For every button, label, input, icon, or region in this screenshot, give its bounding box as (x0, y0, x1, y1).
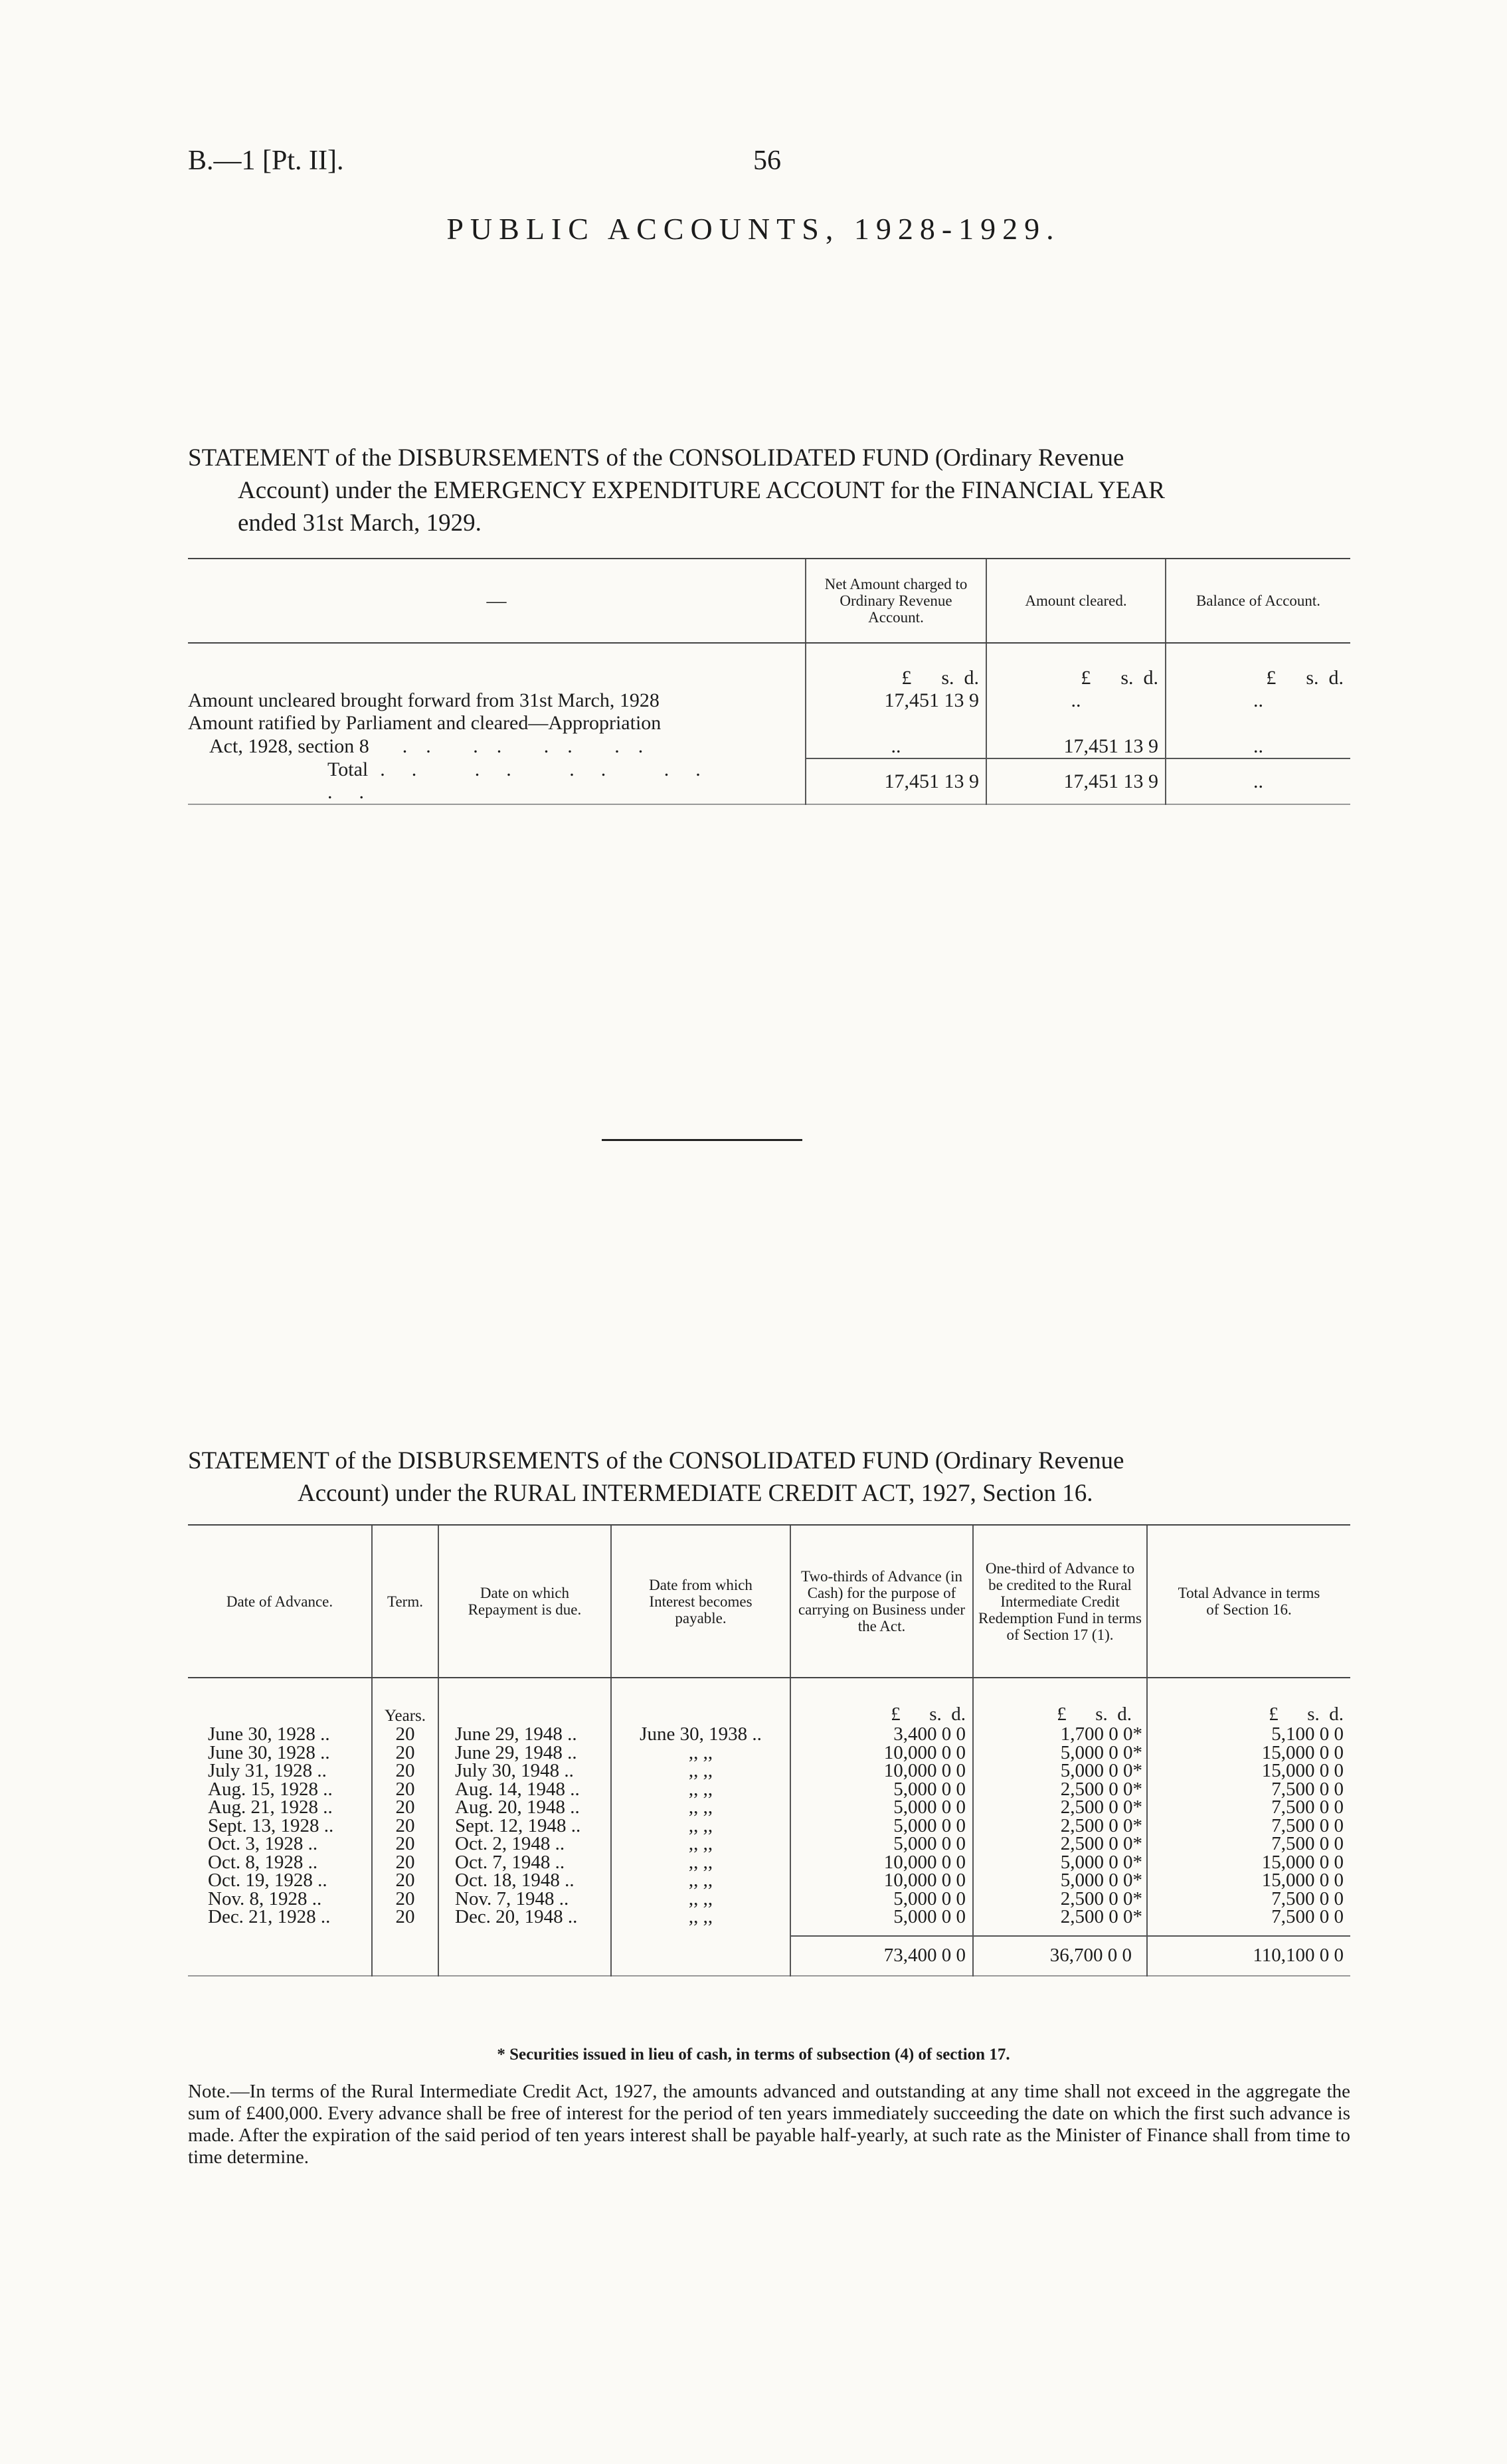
interest-cell: ,, ,, (611, 1817, 790, 1836)
one-third-cell: 2,500 0 0* (973, 1835, 1147, 1854)
repayment-cell: Aug. 14, 1948 .. (438, 1781, 611, 1799)
total-cell: 7,500 0 0 (1147, 1835, 1350, 1854)
col-header-term: Term. (372, 1525, 438, 1678)
pence-unit: d. (1143, 667, 1158, 689)
repayment-cell: Dec. 20, 1948 .. (438, 1908, 611, 1927)
total-cell: 7,500 0 0 (1147, 1781, 1350, 1799)
shilling-unit: s. (1095, 1704, 1108, 1725)
table-row (188, 1872, 1350, 1890)
term-cell: 20 (372, 1835, 438, 1854)
footnote: * Securities issued in lieu of cash, in terms of subsection (4) of section 17. (497, 2046, 1010, 2064)
total-label-text: Total (327, 758, 369, 780)
date-cell: Nov. 8, 1928 .. (208, 1888, 322, 1909)
repayment-cell: Oct. 2, 1948 .. (438, 1835, 611, 1854)
row-balance: .. (1166, 735, 1350, 758)
two-thirds-cell: 10,000 0 0 (790, 1762, 973, 1781)
table-row (188, 1854, 1350, 1872)
col-header-two-thirds: Two-thirds of Advance (in Cash) for the purpose of carrying on Business under the Act. (790, 1525, 973, 1678)
statement1-heading-line3: ended 31st March, 1929. (238, 509, 482, 537)
total-cell: 7,500 0 0 (1147, 1908, 1350, 1927)
two-thirds-cell: 10,000 0 0 (790, 1854, 973, 1872)
interest-cell: ,, ,, (611, 1744, 790, 1763)
one-third-cell: 1,700 0 0* (973, 1725, 1147, 1744)
statement2-heading-line2: Account) under the RURAL INTERMEDIATE CREDIT ACT, 1927, Section 16. (298, 1480, 1093, 1507)
two-thirds-cell: 10,000 0 0 (790, 1744, 973, 1763)
row-balance: .. (1166, 689, 1350, 712)
pound-unit: £ (1269, 1704, 1279, 1725)
pence-unit: d. (951, 1704, 966, 1725)
total-row (188, 758, 1350, 804)
term-cell: 20 (372, 1817, 438, 1836)
term-cell: 20 (372, 1872, 438, 1890)
col-header-repayment-due: Date on which Repayment is due. (438, 1525, 611, 1678)
row-net (806, 712, 986, 735)
section-divider (602, 1139, 802, 1141)
repayment-cell: Sept. 12, 1948 .. (438, 1817, 611, 1836)
page-number: 56 (753, 145, 781, 176)
shilling-unit: s. (1120, 667, 1134, 689)
col-header-amount-cleared: Amount cleared. (986, 559, 1166, 643)
table-row (188, 1762, 1350, 1781)
shilling-unit: s. (929, 1704, 942, 1725)
total-advance-sum: 110,100 0 0 (1147, 1936, 1350, 1976)
row-label: Amount uncleared brought forward from 31st March, 1928 (188, 689, 660, 711)
spacer-row (188, 1927, 1350, 1936)
statement2-heading (188, 1445, 1350, 1510)
table-row (188, 1799, 1350, 1817)
repayment-cell: Nov. 7, 1948 .. (438, 1890, 611, 1909)
repayment-cell: Aug. 20, 1948 .. (438, 1799, 611, 1817)
total-two-thirds: 73,400 0 0 (790, 1936, 973, 1976)
date-cell: Aug. 15, 1928 .. (208, 1778, 333, 1800)
totals-row (188, 1936, 1350, 1976)
total-one-third: 36,700 0 0 (973, 1936, 1147, 1976)
two-thirds-cell: 10,000 0 0 (790, 1872, 973, 1890)
two-thirds-cell: 5,000 0 0 (790, 1781, 973, 1799)
total-net: 17,451 13 9 (806, 758, 986, 804)
two-thirds-cell: 5,000 0 0 (790, 1835, 973, 1854)
pound-unit: £ (1266, 667, 1277, 689)
date-cell: Oct. 19, 1928 .. (208, 1870, 327, 1891)
repayment-cell: Oct. 18, 1948 .. (438, 1872, 611, 1890)
interest-cell: ,, ,, (611, 1781, 790, 1799)
interest-cell: June 30, 1938 .. (611, 1725, 790, 1744)
table-row (188, 1908, 1350, 1927)
repayment-cell: June 29, 1948 .. (438, 1725, 611, 1744)
interest-cell: ,, ,, (611, 1799, 790, 1817)
one-third-cell: 5,000 0 0* (973, 1854, 1147, 1872)
total-cell: 15,000 0 0 (1147, 1762, 1350, 1781)
date-cell: Sept. 13, 1928 .. (208, 1814, 334, 1836)
row-label: Act, 1928, section 8 .. .. .. .. (209, 735, 662, 757)
col-header-interest-payable: Date from which Interest becomes payable. (611, 1525, 790, 1678)
repayment-cell: Oct. 7, 1948 .. (438, 1854, 611, 1872)
total-cell: 15,000 0 0 (1147, 1872, 1350, 1890)
table-header-row (188, 1525, 1350, 1678)
interest-cell: ,, ,, (611, 1908, 790, 1927)
term-cell: 20 (372, 1890, 438, 1909)
statement1-heading-line2: Account) under the EMERGENCY EXPENDITURE ACCOUNT for the FINANCIAL YEAR (238, 477, 1165, 504)
total-cell: 7,500 0 0 (1147, 1890, 1350, 1909)
term-cell: 20 (372, 1744, 438, 1763)
one-third-cell: 2,500 0 0* (973, 1817, 1147, 1836)
row-cleared: .. (986, 689, 1166, 712)
date-cell: July 31, 1928 .. (208, 1760, 327, 1781)
total-cell: 7,500 0 0 (1147, 1799, 1350, 1817)
pound-unit: £ (1081, 667, 1091, 689)
pence-unit: d. (964, 667, 979, 689)
emergency-expenditure-table (188, 558, 1350, 805)
row-net: 17,451 13 9 (806, 689, 986, 712)
table-header-row (188, 559, 1350, 643)
date-cell: Aug. 21, 1928 .. (208, 1797, 333, 1818)
statement2-heading-line1: STATEMENT of the DISBURSEMENTS of the CONSOLIDATED FUND (Ordinary Revenue (188, 1447, 1124, 1474)
units-balance (1166, 643, 1350, 689)
term-cell: 20 (372, 1908, 438, 1927)
date-cell: June 30, 1928 .. (208, 1723, 330, 1745)
page-section-label: B.—1 [Pt. II]. (188, 145, 344, 176)
col-header-balance: Balance of Account. (1166, 559, 1350, 643)
one-third-cell: 2,500 0 0* (973, 1781, 1147, 1799)
interest-cell: ,, ,, (611, 1854, 790, 1872)
table-row (188, 735, 1350, 758)
units-one-third (973, 1678, 1147, 1725)
pence-unit: d. (1328, 667, 1344, 689)
shilling-unit: s. (1306, 667, 1319, 689)
row-label-text: Act, 1928, section 8 (209, 735, 369, 757)
two-thirds-cell: 5,000 0 0 (790, 1890, 973, 1909)
one-third-cell: 2,500 0 0* (973, 1890, 1147, 1909)
one-third-cell: 2,500 0 0* (973, 1908, 1147, 1927)
row-net: .. (806, 735, 986, 758)
term-cell: 20 (372, 1781, 438, 1799)
date-cell: Oct. 8, 1928 .. (208, 1851, 318, 1873)
total-cell: 15,000 0 0 (1147, 1854, 1350, 1872)
one-third-cell: 5,000 0 0* (973, 1744, 1147, 1763)
pence-unit: d. (1329, 1704, 1344, 1725)
total-balance: .. (1166, 758, 1350, 804)
table-row (188, 1817, 1350, 1836)
pence-unit: d. (1117, 1704, 1132, 1725)
interest-cell: ,, ,, (611, 1890, 790, 1909)
table-row (188, 1781, 1350, 1799)
row-cleared: 17,451 13 9 (986, 735, 1166, 758)
two-thirds-cell: 5,000 0 0 (790, 1817, 973, 1836)
two-thirds-cell: 5,000 0 0 (790, 1908, 973, 1927)
pound-unit: £ (891, 1704, 901, 1725)
note-paragraph: Note.—In terms of the Rural Intermediate Credit Act, 1927, the amounts advanced and outstanding at any time shall not exceed in the aggregate the sum of £400,000. Every advance shall be free of interest for the period of ten years immediately succeeding the date on which the first such advance is made. After the expiration of the said period of ten years interest shall be payable half-yearly, at such rate as the Minister of Finance shall from time to time determine. (188, 2081, 1350, 2168)
table-row (188, 1835, 1350, 1854)
units-two-thirds (790, 1678, 973, 1725)
repayment-cell: June 29, 1948 .. (438, 1744, 611, 1763)
col-header-date-of-advance: Date of Advance. (188, 1525, 372, 1678)
table-row (188, 712, 1350, 735)
rural-credit-table (188, 1524, 1350, 1977)
total-cell: 15,000 0 0 (1147, 1744, 1350, 1763)
total-cleared: 17,451 13 9 (986, 758, 1166, 804)
page-title: PUBLIC ACCOUNTS, 1928-1929. (446, 212, 1061, 246)
table-row (188, 689, 1350, 712)
repayment-cell: July 30, 1948 .. (438, 1762, 611, 1781)
two-thirds-cell: 3,400 0 0 (790, 1725, 973, 1744)
shilling-unit: s. (1307, 1704, 1320, 1725)
total-label: Total .. .. .. .. .. (327, 758, 727, 803)
term-cell: 20 (372, 1725, 438, 1744)
row-balance (1166, 712, 1350, 735)
pound-unit: £ (1057, 1704, 1067, 1725)
term-cell: 20 (372, 1799, 438, 1817)
term-cell: 20 (372, 1854, 438, 1872)
total-cell: 7,500 0 0 (1147, 1817, 1350, 1836)
row-cleared (986, 712, 1166, 735)
table-row (188, 1890, 1350, 1909)
row-label: Amount ratified by Parliament and cleared—Appropriation (188, 712, 662, 734)
shilling-unit: s. (941, 667, 954, 689)
units-cleared (986, 643, 1166, 689)
table-row (188, 1725, 1350, 1744)
statement1-heading (188, 442, 1350, 539)
one-third-cell: 2,500 0 0* (973, 1799, 1147, 1817)
col-header-total-advance: Total Advance in terms of Section 16. (1147, 1525, 1350, 1678)
pound-unit: £ (901, 667, 912, 689)
units-net (806, 643, 986, 689)
table-row (188, 1744, 1350, 1763)
term-cell: 20 (372, 1762, 438, 1781)
units-years: Years. (372, 1678, 438, 1725)
units-total (1147, 1678, 1350, 1725)
date-cell: June 30, 1928 .. (208, 1741, 330, 1763)
units-row (188, 1678, 1350, 1725)
units-row (188, 643, 1350, 689)
one-third-cell: 5,000 0 0* (973, 1872, 1147, 1890)
col-header-one-third: One-third of Advance to be credited to the Rural Intermediate Credit Redemption Fund in terms of Section 17 (1). (973, 1525, 1147, 1678)
col-header-blank: — (188, 559, 806, 643)
one-third-cell: 5,000 0 0* (973, 1762, 1147, 1781)
statement1-heading-line1: STATEMENT of the DISBURSEMENTS of the CONSOLIDATED FUND (Ordinary Revenue (188, 444, 1124, 472)
date-cell: Oct. 3, 1928 .. (208, 1833, 318, 1854)
two-thirds-cell: 5,000 0 0 (790, 1799, 973, 1817)
total-cell: 5,100 0 0 (1147, 1725, 1350, 1744)
interest-cell: ,, ,, (611, 1762, 790, 1781)
col-header-net-amount: Net Amount charged to Ordinary Revenue Account. (806, 559, 986, 643)
interest-cell: ,, ,, (611, 1872, 790, 1890)
interest-cell: ,, ,, (611, 1835, 790, 1854)
date-cell: Dec. 21, 1928 .. (208, 1906, 331, 1927)
